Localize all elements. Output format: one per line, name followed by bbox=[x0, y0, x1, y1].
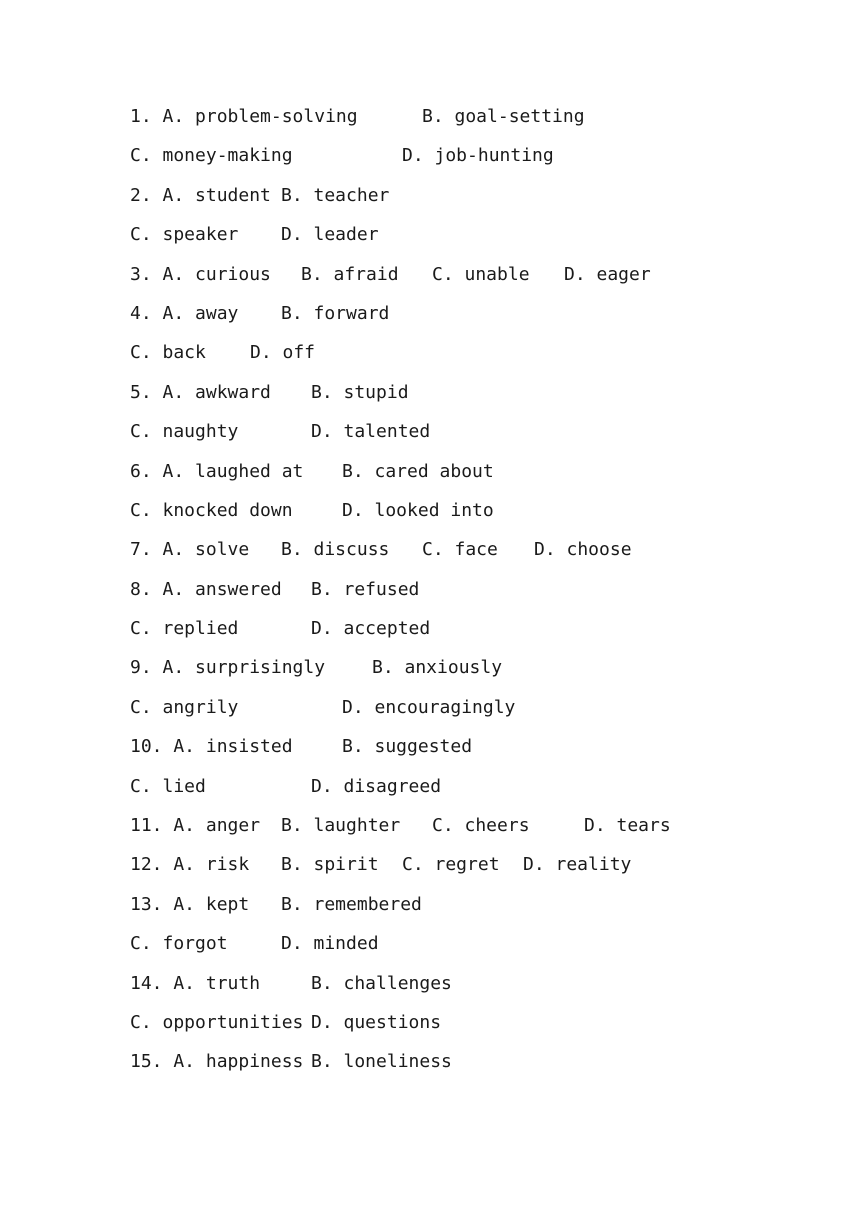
question-10-option-c: C. lied bbox=[130, 775, 206, 797]
question-14-option-c: C. opportunities bbox=[130, 1011, 304, 1033]
question-15-option-b: B. loneliness bbox=[311, 1051, 452, 1073]
question-7-option-a: 7. A. solve bbox=[130, 539, 250, 561]
question-12-option-c: C. regret bbox=[402, 854, 500, 876]
question-5-option-b: B. stupid bbox=[311, 381, 409, 403]
question-line bbox=[130, 618, 810, 657]
question-line bbox=[130, 500, 810, 539]
question-5-option-c: C. naughty bbox=[130, 421, 239, 443]
question-2-option-c: C. speaker bbox=[130, 224, 239, 246]
question-13-option-d: D. minded bbox=[281, 933, 379, 955]
question-line bbox=[130, 539, 810, 578]
question-7-option-b: B. discuss bbox=[281, 539, 390, 561]
question-3-option-a: 3. A. curious bbox=[130, 263, 271, 285]
question-10-option-b: B. suggested bbox=[342, 736, 473, 758]
question-line bbox=[130, 421, 810, 460]
question-4-option-b: B. forward bbox=[281, 302, 390, 324]
question-2-option-a: 2. A. student bbox=[130, 184, 271, 206]
question-line bbox=[130, 579, 810, 618]
question-1-option-b: B. goal-setting bbox=[422, 106, 585, 127]
question-4-option-c: C. back bbox=[130, 342, 206, 364]
question-8-option-d: D. accepted bbox=[311, 618, 431, 640]
question-line bbox=[130, 106, 810, 145]
question-8-option-a: 8. A. answered bbox=[130, 578, 282, 600]
question-12-option-b: B. spirit bbox=[281, 854, 379, 876]
question-14-option-d: D. questions bbox=[311, 1011, 442, 1033]
question-13-option-c: C. forgot bbox=[130, 933, 228, 955]
question-8-option-c: C. replied bbox=[130, 618, 239, 640]
question-9-option-a: 9. A. surprisingly bbox=[130, 657, 326, 679]
question-line bbox=[130, 382, 810, 421]
question-5-option-a: 5. A. awkward bbox=[130, 381, 271, 403]
question-11-option-a: 11. A. anger bbox=[130, 815, 261, 837]
question-14-option-a: 14. A. truth bbox=[130, 972, 261, 994]
question-line bbox=[130, 697, 810, 736]
question-8-option-b: B. refused bbox=[311, 578, 420, 600]
question-5-option-d: D. talented bbox=[311, 421, 431, 443]
question-line bbox=[130, 815, 810, 854]
question-6-option-b: B. cared about bbox=[342, 460, 494, 482]
question-13-option-b: B. remembered bbox=[281, 893, 422, 915]
question-9-option-d: D. encouragingly bbox=[342, 696, 516, 718]
question-6-option-d: D. looked into bbox=[342, 499, 494, 521]
question-7-option-d: D. choose bbox=[534, 539, 632, 561]
question-line bbox=[130, 973, 810, 1012]
question-4-option-a: 4. A. away bbox=[130, 302, 239, 324]
question-7-option-c: C. face bbox=[422, 539, 498, 561]
question-9-option-c: C. angrily bbox=[130, 696, 239, 718]
question-11-option-d: D. tears bbox=[584, 815, 671, 837]
question-10-option-a: 10. A. insisted bbox=[130, 736, 293, 758]
question-3-option-c: C. unable bbox=[432, 263, 530, 285]
question-13-option-a: 13. A. kept bbox=[130, 893, 250, 915]
question-line bbox=[130, 933, 810, 972]
question-line bbox=[130, 657, 810, 696]
question-line bbox=[130, 854, 810, 893]
question-line bbox=[130, 1051, 810, 1090]
question-line bbox=[130, 145, 810, 184]
question-1-option-c: C. money-making bbox=[130, 145, 293, 167]
question-2-option-d: D. leader bbox=[281, 224, 379, 246]
question-10-option-d: D. disagreed bbox=[311, 775, 442, 797]
question-2-option-b: B. teacher bbox=[281, 184, 390, 206]
question-14-option-b: B. challenges bbox=[311, 972, 452, 994]
question-list bbox=[130, 106, 810, 1091]
question-line bbox=[130, 224, 810, 263]
question-line bbox=[130, 736, 810, 775]
question-15-option-a: 15. A. happiness bbox=[130, 1051, 304, 1073]
question-11-option-c: C. cheers bbox=[432, 815, 530, 837]
question-9-option-b: B. anxiously bbox=[372, 657, 503, 679]
question-line bbox=[130, 894, 810, 933]
question-line bbox=[130, 1012, 810, 1051]
question-line bbox=[130, 264, 810, 303]
question-4-option-d: D. off bbox=[250, 342, 316, 364]
question-12-option-a: 12. A. risk bbox=[130, 854, 250, 876]
question-line bbox=[130, 461, 810, 500]
question-12-option-d: D. reality bbox=[523, 854, 632, 876]
question-6-option-a: 6. A. laughed at bbox=[130, 460, 304, 482]
question-1-option-d: D. job-hunting bbox=[402, 145, 554, 167]
question-3-option-d: D. eager bbox=[564, 263, 651, 285]
question-6-option-c: C. knocked down bbox=[130, 499, 293, 521]
question-line bbox=[130, 185, 810, 224]
question-1-option-a: 1. A. problem-solving bbox=[130, 106, 358, 127]
question-line bbox=[130, 342, 810, 381]
question-line bbox=[130, 303, 810, 342]
question-line bbox=[130, 776, 810, 815]
question-11-option-b: B. laughter bbox=[281, 815, 401, 837]
question-3-option-b: B. afraid bbox=[301, 263, 399, 285]
